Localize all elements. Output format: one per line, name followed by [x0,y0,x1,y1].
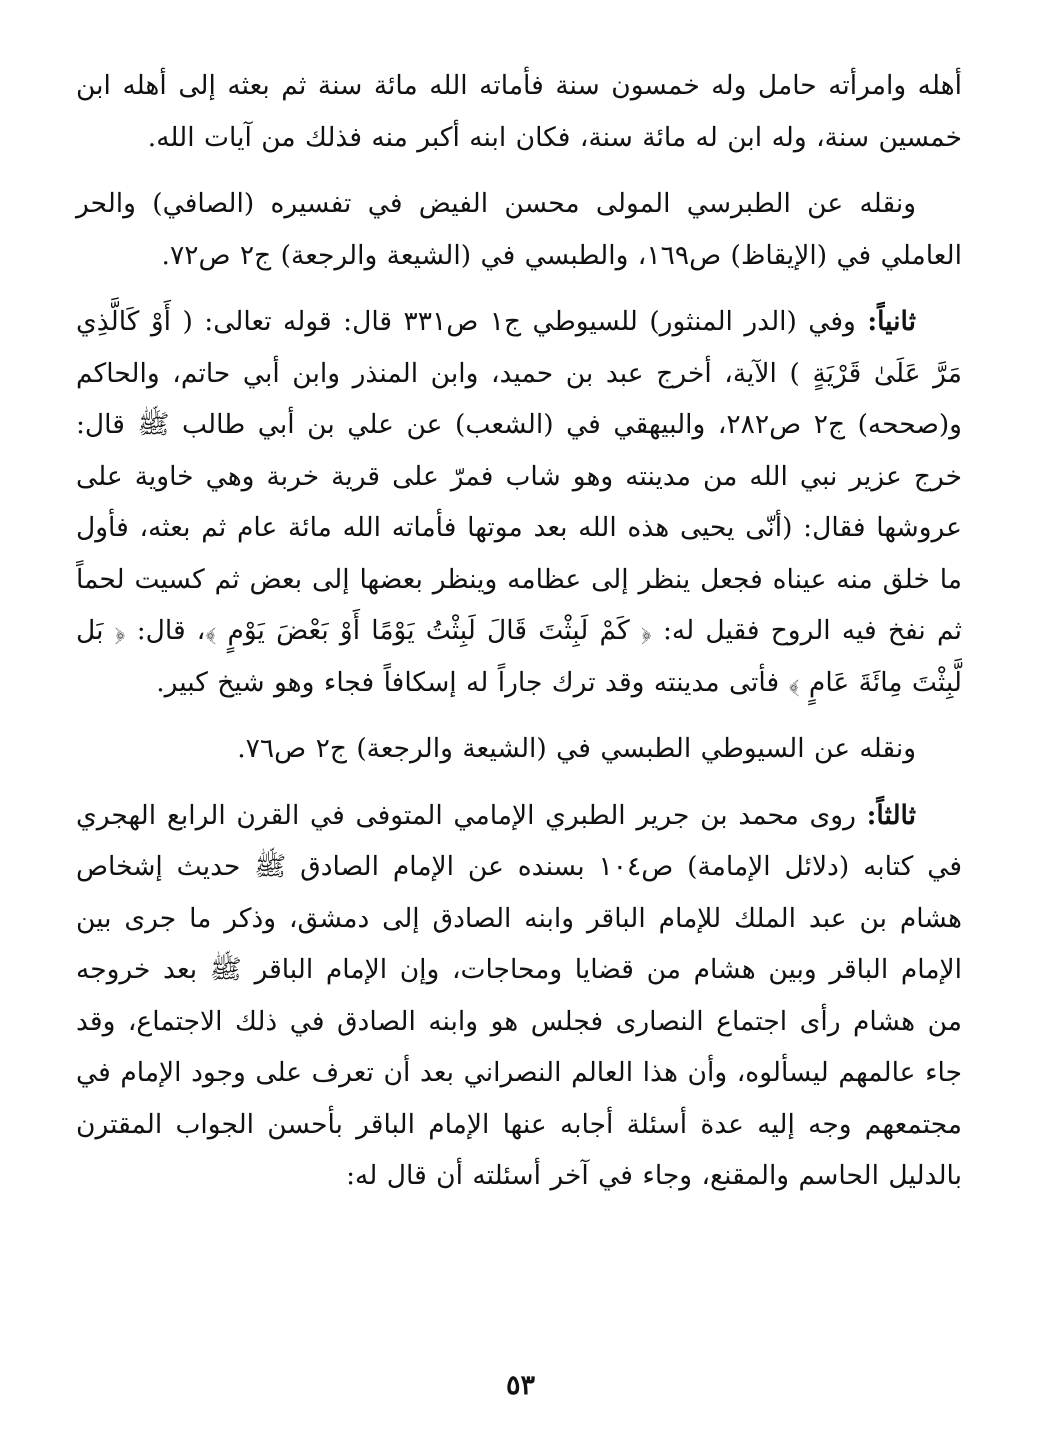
paragraph-1-text: أهله وامرأته حامل وله خمسون سنة فأماته الله مائة سنة ثم بعثه إلى أهله ابن خمسين سنة، وله ابن له مائة سنة، فكان ابنه أكبر منه فذلك من آيات الله. [76,70,962,153]
paragraph-1 [76,60,962,163]
paragraph-5-text: روى محمد بن جرير الطبري الإمامي المتوفى في القرن الرابع الهجري في كتابه (دلائل الإمامة) ص١٠٤ بسنده عن الإمام الصادق ﷺ حديث إشخاص هشام بن عبد الملك للإمام الباقر وابنه الصادق إلى دمشق، وذكر ما جرى بين الإمام الباقر وبين هشام من قضايا ومحاجات، وإن الإمام الباقر ﷺ بعد خروجه من هشام رأى اجتماع النصارى فجلس هو وابنه الصادق في ذلك الاجتماع، وقد جاء عالمهم ليسألوه، وأن هذا العالم النصراني بعد أن تعرف على وجود الإمام في مجتمعهم وجه إليه عدة أسئلة أجابه عنها الإمام الباقر بأحسن الجواب المقترن بالدليل الحاسم والمقنع، وجاء في آخر أسئلته أن قال له: [76,799,962,1191]
paragraph-2 [76,178,962,281]
paragraph-4 [76,723,962,775]
paragraph-3 [76,296,962,708]
paragraph-2-text: ونقله عن الطبرسي المولى محسن الفيض في تفسيره (الصافي) والحر العاملي في (الإيقاظ) ص١٦٩، والطبسي في (الشيعة والرجعة) ج٢ ص٧٢. [76,188,962,271]
paragraph-3-lead: ثانياً: [867,306,916,337]
page-number: ٥٣ [505,1370,535,1401]
paragraph-4-text: ونقله عن السيوطي الطبسي في (الشيعة والرجعة) ج٢ ص٧٦. [237,733,916,764]
paragraph-5-lead: ثالثاً: [866,799,916,831]
paragraph-3-text: وفي (الدر المنثور) للسيوطي ج١ ص٣٣١ قال: قوله تعالى: ( أَوْ كَالَّذِي مَرَّ عَلَىٰ قَرْيَةٍ ) الآية، أخرج عبد بن حميد، وابن المنذر وابن أبي حاتم، والحاكم و(صححه) ج٢ ص٢٨٢، والبيهقي في (الشعب) عن علي بن أبي طالب ﷺ قال: خرج عزير نبي الله من مدينته وهو شاب فمرّ على قرية خربة وهي خاوية على عروشها فقال: (أنّى يحيى هذه الله بعد موتها فأماته الله مائة عام ثم بعثه، فأول ما خلق منه عيناه فجعل ينظر إلى عظامه وينظر بعضها إلى بعض ثم كسيت لحماً ثم نفخ فيه الروح فقيل له: ﴿ كَمْ لَبِثْتَ قَالَ لَبِثْتُ يَوْمًا أَوْ بَعْضَ يَوْمٍ ﴾، قال: ﴿ بَل لَّبِثْتَ مِائَةَ عَامٍ ﴾ فأتى مدينته وقد ترك جاراً له إسكافاً فجاء وهو شيخ كبير. [76,306,962,698]
paragraph-5 [76,790,962,1202]
page-body [76,60,962,1380]
